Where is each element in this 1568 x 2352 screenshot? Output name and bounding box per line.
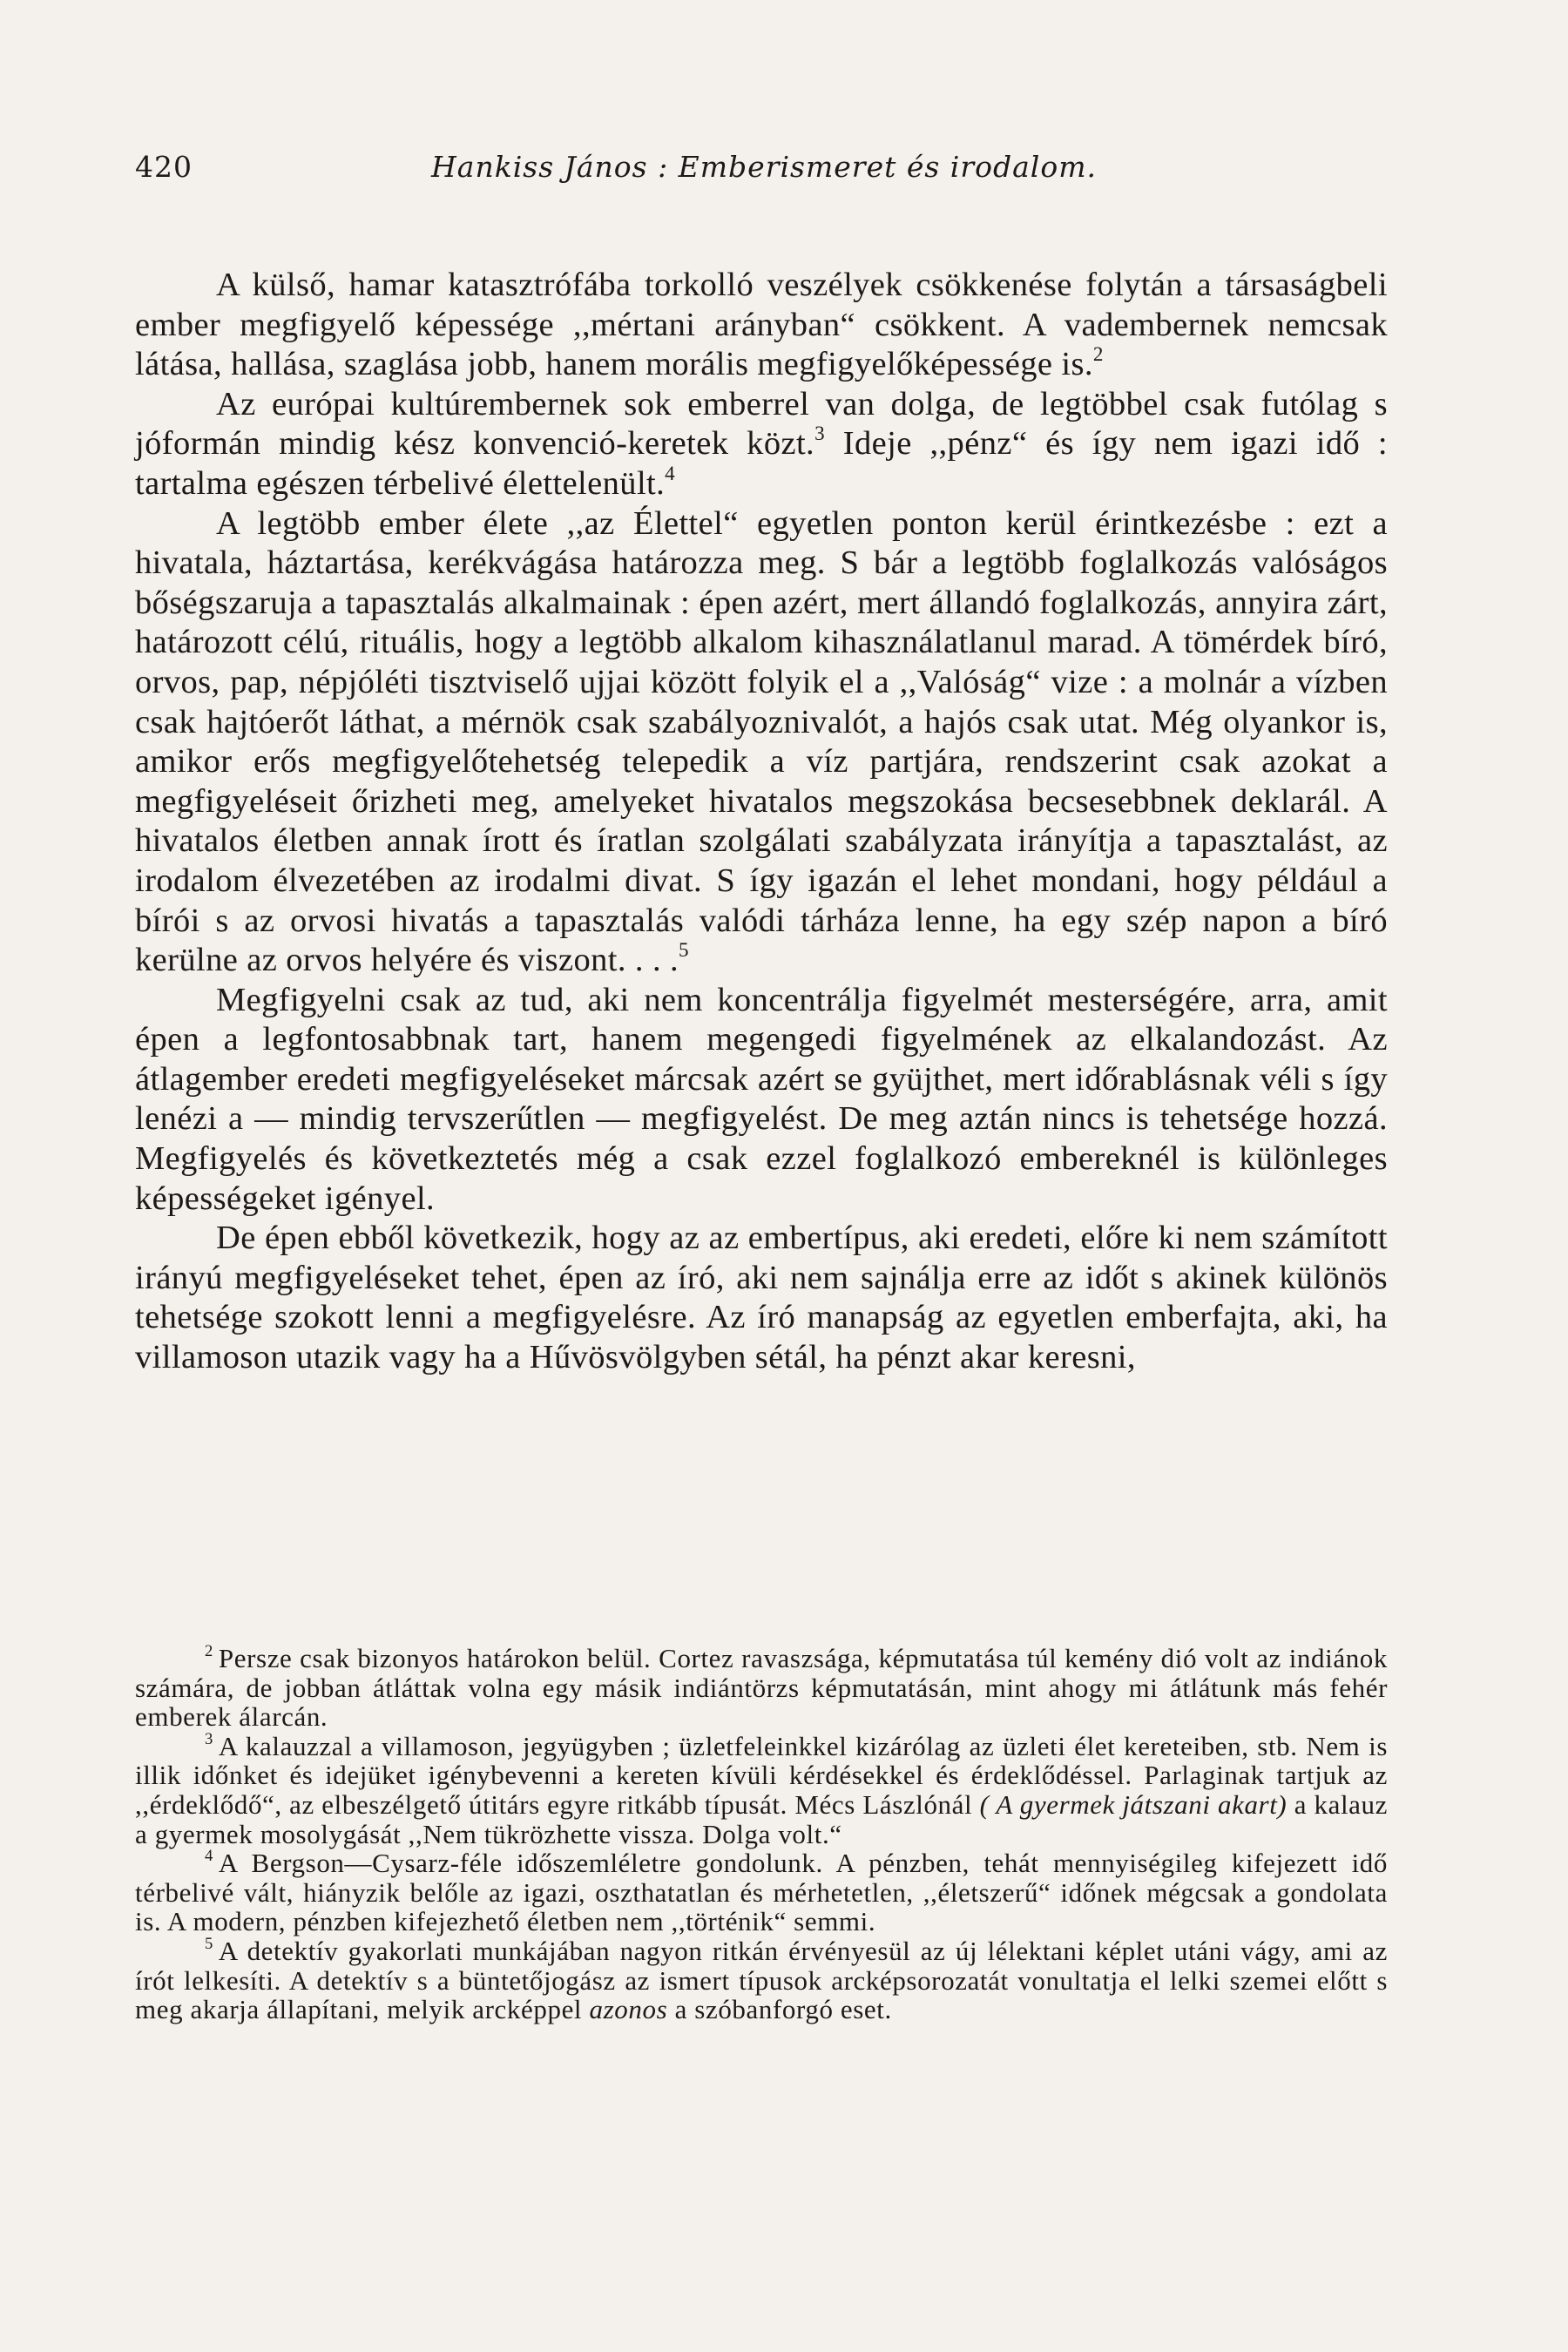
paragraph-text: A legtöbb ember élete ,,az Élettel“ egyetlen ponton kerül érintkezésbe : ezt a hivatala, háztartása, kerékvágása határozza meg. S bár a legtöbb foglalkozás valóságos bőségszaruja a tapasztalás alkalmainak : épen azért, mert állandó foglalkozás, annyira zárt, határozott célú, rituális, hogy a legtöbb alkalom kihasználatlanul marad. A tömérdek bíró, orvos, pap, népjóléti tisztviselő ujjai között folyik el a ,,Valóság“ vize : a molnár a vízben csak hajtóerőt láthat, a mérnök csak szabályoznivalót, a hajós csak utat. Még olyankor is, amikor erős megfigyelőtehetség telepedik a víz partjára, rendszerint csak azokat a megfigyeléseit őrizheti meg, amelyeket hivatalos megszokása becsesebbnek deklarál. A hivatalos életben annak írott és íratlan szolgálati szabályzata irányítja a tapasztalást, az irodalom élvezetében az irodalmi divat. S így igazán el lehet mondani, hogy például a bírói s az orvosi hivatás a tapasztalás valódi tárháza lenne, ha egy szép napon a bíró kerülne az orvos helyére és viszont. . . .	[135, 504, 1388, 979]
footnote-italic: azonos	[589, 1994, 668, 2025]
footnote-text: Persze csak bizonyos határokon belül. Cortez ravaszsága, képmutatása túl kemény dió volt az indiánok számára, de jobban átláttak volna egy másik indiántörzs képmutatásán, mint ahogy mi átlátunk más fehér emberek álarcán.	[135, 1643, 1388, 1733]
paragraph-text: Az európai kultúrembernek sok emberrel van dolga, de legtöbbel csak futólag s jóformán mindig kész konvenció-keretek közt.	[135, 385, 1388, 463]
footnote-ref: 3	[814, 422, 826, 445]
paragraph	[135, 504, 1388, 981]
footnote-italic: ( A gyermek játszani akart)	[979, 1788, 1288, 1820]
paragraph-text: Ideje ,,pénz“ és így nem igazi idő : tartalma egészen térbelivé élettelenült.	[135, 425, 1388, 502]
footnote-text: a kalauz a gyermek mosolygását ,,Nem tükrözhette vissza. Dolga volt.“	[135, 1788, 1388, 1849]
footnote	[135, 1936, 1388, 2024]
footnote-ref: 2	[1092, 342, 1104, 366]
paragraph	[135, 266, 1388, 385]
main-text	[135, 266, 1388, 1378]
footnote	[135, 1641, 1388, 1733]
page-header	[135, 150, 1407, 193]
footnote-number: 5	[205, 1934, 213, 1953]
footnote-text: A detektív gyakorlati munkájában nagyon ritkán érvényesül az új lélektani képlet utáni vágy, ami az írót lelkesíti. A detektív s a büntetőjogász az ismert típusok arcképsorozatát vonultatja el lelki szemei előtt s meg akarja állapítani, melyik arcképpel	[135, 1935, 1388, 2025]
footnote-ref: 5	[679, 937, 689, 961]
running-title: Hankiss János : Emberismeret és irodalom.	[431, 150, 1098, 184]
footnote-ref: 4	[665, 461, 676, 484]
footnote-text: A Bergson—Cysarz-féle időszemléletre gondolunk. A pénzben, tehát mennyiségileg kifejezett idő térbelivé vált, hiányzik belőle az igazi, oszthatatlan és mérhetetlen, ,,életszerű“ időnek mégcsak a gondolata is. A modern, pénzben kifejezhető életben nem ,,történik“ semmi.	[135, 1848, 1388, 1937]
footnote-number: 2	[205, 1641, 213, 1660]
footnote	[135, 1729, 1388, 1849]
footnote-text: A kalauzzal a villamoson, jegyügyben ; üzletfeleinkkel kizárólag az üzleti élet kereteiben, stb. Nem is illik időnket és idejüket igénybevenni a kereten kívüli kérdésekkel és érdeklődéssel. Parlaginak tartjuk az ,,érdeklődő“, az elbeszélgető útitárs egyre ritkább típusát. Mécs Lászlónál	[135, 1730, 1388, 1820]
paragraph-text: A külső, hamar katasztrófába torkolló veszélyek csökkenése folytán a társaságbeli ember megfigyelő képessége ,,mértani arányban“ csökkent. A vadembernek nemcsak látása, hallása, szaglása jobb, hanem morális megfigyelőképessége is.	[135, 267, 1388, 383]
paragraph	[135, 385, 1388, 504]
footnote-text: a szóbanforgó eset.	[667, 1994, 892, 2025]
footnotes	[135, 1641, 1388, 2025]
footnote-number: 4	[205, 1847, 213, 1866]
footnote-number: 3	[205, 1729, 213, 1748]
page-number: 420	[135, 150, 193, 184]
paragraph: Megfigyelni csak az tud, aki nem koncentrálja figyelmét mesterségére, arra, amit épen a legfontosabbnak tart, hanem megengedi figyelmének az elkalandozást. Az átlagember eredeti megfigyeléseket márcsak azért se gyüjthet, mert időrablásnak véli s így lenézi a — mindig tervszerűtlen — megfigyelést. De meg aztán nincs is tehetsége hozzá. Megfigyelés és következtetés még a csak ezzel foglalkozó embereknél is különleges képességeket igényel.	[135, 981, 1388, 1217]
paragraph: De épen ebből következik, hogy az az embertípus, aki eredeti, előre ki nem számított irányú megfigyeléseket tehet, épen az író, aki nem sajnálja erre az időt s akinek különös tehetsége szokott lenni a megfigyelésre. Az író manapság az egyetlen emberfajta, aki, ha villamoson utazik vagy ha a Hűvösvölgyben sétál, ha pénzt akar keresni,	[135, 1220, 1388, 1376]
footnote	[135, 1848, 1388, 1936]
